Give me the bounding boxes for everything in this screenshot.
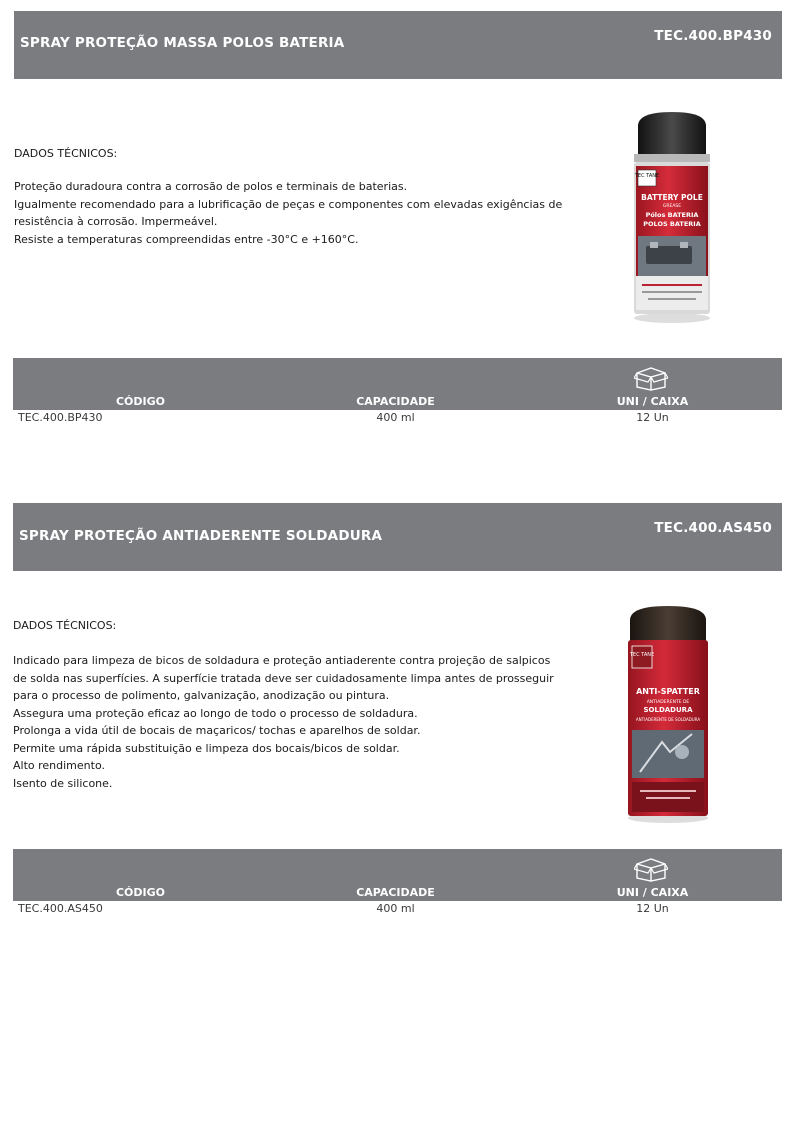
- column-header-code: CÓDIGO: [115, 886, 166, 899]
- column-header-units: UNI / CAIXA: [616, 395, 689, 408]
- can-title: BATTERY POLE: [641, 193, 703, 202]
- cell-code: TEC.400.AS450: [18, 902, 103, 915]
- can-brand: TEC TANE: [629, 652, 655, 658]
- can-subtitle: ANTIADERENTE DE: [646, 700, 690, 705]
- can-title: ANTI-SPATTER: [636, 687, 700, 696]
- cell-code: TEC.400.BP430: [18, 411, 103, 424]
- tech-data-label: DADOS TÉCNICOS:: [13, 619, 117, 632]
- table-row: [13, 411, 782, 427]
- description-line: Igualmente recomendado para a lubrificação de peças e componentes com elevadas exigências de resistência à corrosão. Impermeável.: [14, 197, 563, 228]
- product-title-bar-1: [14, 11, 782, 79]
- can-line4: POLOS BATERIA: [643, 220, 701, 228]
- product-description: [13, 652, 558, 792]
- table-header-2: [13, 849, 782, 901]
- product-code: TEC.400.BP430: [654, 28, 772, 44]
- description-line: Proteção duradoura contra a corrosão de polos e terminais de baterias.: [14, 180, 408, 193]
- box-icon: [634, 365, 668, 391]
- cell-capacity: 400 ml: [376, 902, 415, 915]
- description-line: Isento de silicone.: [13, 776, 113, 790]
- table-header-1: [13, 358, 782, 410]
- product-code: TEC.400.AS450: [654, 520, 772, 536]
- box-icon: [634, 856, 668, 882]
- can-line4: ANTIADERENTE DE SOLDADURA: [635, 717, 701, 722]
- description-line: Alto rendimento.: [13, 759, 105, 772]
- column-header-capacity: CAPACIDADE: [356, 886, 435, 899]
- spray-can-image: [622, 602, 714, 824]
- description-line: Indicado para limpeza de bicos de soldadura e proteção antiaderente contra projeção de salpicos de solda nas superfícies. A superfície tratada deve ser cuidadosamente limpa antes de prosseguir para o processo de polimento, galvanização, anodização ou pintura.: [13, 654, 554, 702]
- can-brand: TEC TANE: [634, 173, 660, 179]
- product-name: SPRAY PROTEÇÃO ANTIADERENTE SOLDADURA: [19, 528, 383, 544]
- product-description: [14, 178, 564, 248]
- spray-can-image: [628, 108, 716, 324]
- description-line: Prolonga a vida útil de bocais de maçaricos/ tochas e aparelhos de soldar.: [13, 724, 421, 737]
- column-header-capacity: CAPACIDADE: [356, 395, 435, 408]
- product-title-bar-2: [13, 503, 782, 571]
- cell-units: 12 Un: [636, 411, 669, 424]
- can-line3: Pólos BATERIA: [645, 211, 699, 219]
- tech-data-label: DADOS TÉCNICOS:: [14, 147, 118, 160]
- cell-capacity: 400 ml: [376, 411, 415, 424]
- description-line: Permite uma rápida substituição e limpeza dos bocais/bicos de soldar.: [13, 741, 400, 755]
- column-header-code: CÓDIGO: [115, 395, 166, 408]
- can-subtitle: GREASE: [662, 204, 682, 209]
- product-name: SPRAY PROTEÇÃO MASSA POLOS BATERIA: [20, 35, 345, 51]
- description-line: Resiste a temperaturas compreendidas entre -30°C e +160°C.: [14, 232, 359, 246]
- cell-units: 12 Un: [636, 902, 669, 915]
- description-line: Assegura uma proteção eficaz ao longo de todo o processo de soldadura.: [13, 706, 418, 720]
- table-row: [13, 902, 782, 918]
- column-header-units: UNI / CAIXA: [616, 886, 689, 899]
- can-line3: SOLDADURA: [643, 706, 693, 714]
